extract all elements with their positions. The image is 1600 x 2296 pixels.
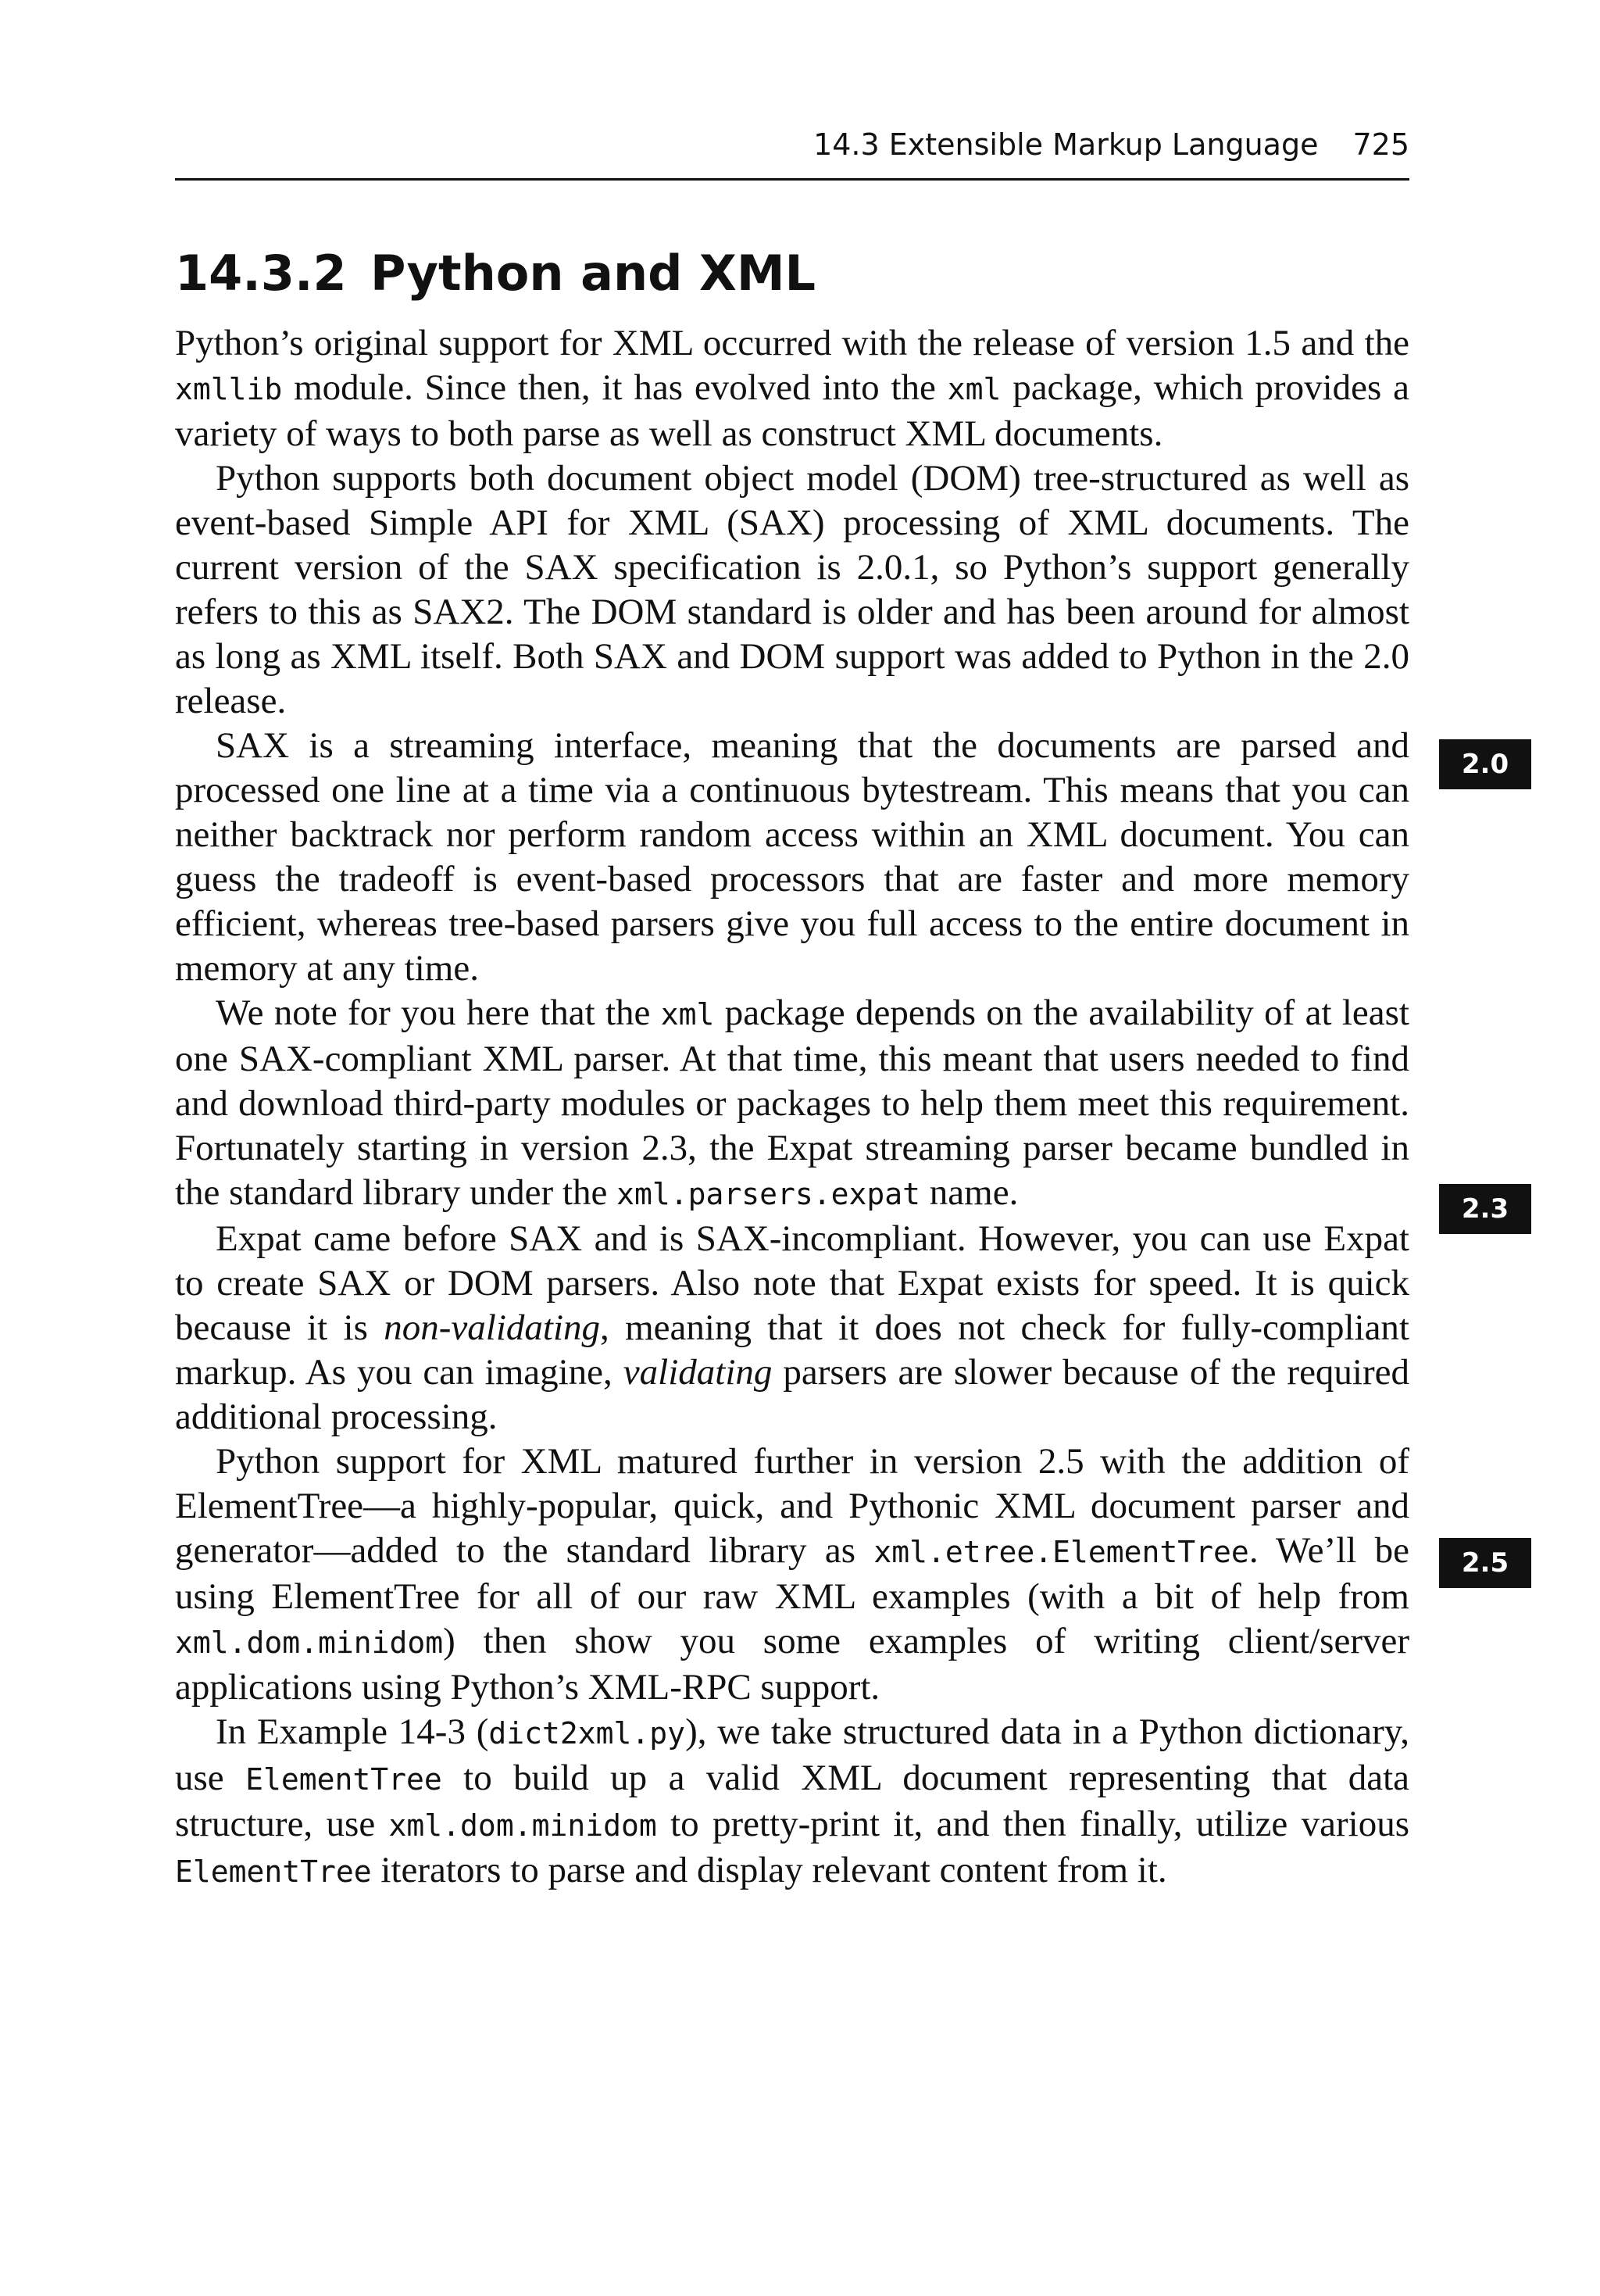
header-rule (175, 178, 1409, 181)
version-tab-2-0: 2.0 (1439, 739, 1531, 789)
inline-code: xml.dom.minidom (388, 1808, 657, 1843)
paragraph-1 (175, 321, 1409, 456)
inline-code: xml (660, 997, 715, 1032)
text-run: ), we take structured data in a Python dictionary, use (175, 1711, 1409, 1798)
inline-code: xml.etree.ElementTree (873, 1535, 1249, 1569)
inline-code: dict2xml.py (488, 1716, 686, 1751)
text-run: parsers are slower because of the required additional processing. (175, 1352, 1410, 1437)
text-run: Python’s original support for XML occurred with the release of version 1.5 and the (175, 323, 1409, 363)
paragraph-4 (175, 991, 1409, 1217)
inline-code: ElementTree (175, 1854, 372, 1889)
text-run: package, which provides a variety of ways to both parse as well as construct XML documents. (175, 367, 1409, 454)
text-run: Expat came before SAX and is SAX-incompliant. However, you can use Expat to create SAX or DOM parsers. Also note that Expat exists for speed. It is quick because it is (175, 1218, 1409, 1348)
text-run: name. (920, 1172, 1019, 1213)
text-run: iterators to parse and display relevant content from it. (371, 1850, 1167, 1890)
text-run: Python supports both document object model (DOM) tree-structured as well as event-based Simple API for XML (SAX) processing of XML documents. The current version of the SAX specification is 2.0.1, so Python’s support generally refers to this as SAX2. The DOM standard is older and has been around for almost as long as XML itself. Both SAX and DOM support was added to Python in the 2.0 release. (175, 458, 1409, 721)
version-tab-2-5: 2.5 (1439, 1538, 1531, 1588)
inline-code: xml.dom.minidom (175, 1625, 444, 1660)
text-run: We note for you here that the (216, 992, 661, 1033)
section-number: 14.3.2 (175, 245, 347, 302)
italic-term: non-validating (384, 1307, 601, 1348)
paragraph-2 (175, 456, 1409, 724)
text-run: , meaning that it does not check for fully-compliant markup. As you can imagine, (175, 1307, 1409, 1393)
inline-code: xmllib (175, 372, 283, 406)
page-number: 725 (1352, 127, 1409, 162)
text-run: SAX is a streaming interface, meaning that the documents are parsed and processed one line at a time via a continuous bytestream. This means that you can neither backtrack nor perform random access within an XML document. You can guess the tradeoff is event-based processors that are faster and more memory efficient, whereas tree-based parsers give you full access to the entire document in memory at any time. (175, 725, 1409, 989)
paragraph-7 (175, 1710, 1409, 1894)
section-heading (175, 242, 816, 305)
text-run: ) then show you some examples of writing client/server applications using Python’s XML-RPC support. (175, 1621, 1409, 1708)
text-run: module. Since then, it has evolved into the (282, 367, 948, 408)
running-header (175, 125, 1409, 164)
inline-code: ElementTree (245, 1762, 442, 1797)
text-run: to pretty-print it, and then finally, utilize various (656, 1804, 1409, 1844)
text-run: to build up a valid XML document representing that data structure, use (175, 1758, 1409, 1844)
inline-code: xml.parsers.expat (616, 1177, 921, 1211)
text-run: . We’ll be using ElementTree for all of our raw XML examples (with a bit of help from (175, 1530, 1409, 1617)
section-title: Python and XML (370, 245, 816, 302)
italic-term: validating (623, 1352, 773, 1393)
paragraph-6 (175, 1439, 1409, 1710)
paragraph-3 (175, 724, 1409, 991)
inline-code: xml (947, 372, 1002, 406)
text-run: In Example 14-3 ( (216, 1711, 489, 1752)
version-tab-2-3: 2.3 (1439, 1184, 1531, 1234)
text-run: package depends on the availability of at least one SAX-compliant XML parser. At that time, this meant that users needed to find and download third-party modules or packages to help them meet this requirement. Fortunately starting in version 2.3, the Expat streaming parser became bundled in the standard library under the (175, 992, 1409, 1213)
paragraph-5 (175, 1217, 1409, 1439)
running-title: 14.3 Extensible Markup Language (813, 127, 1319, 162)
text-run: Python support for XML matured further in version 2.5 with the addition of ElementTree—a highly-popular, quick, and Pythonic XML document parser and generator—added to the standard library as (175, 1441, 1409, 1571)
body-text (175, 321, 1409, 1894)
